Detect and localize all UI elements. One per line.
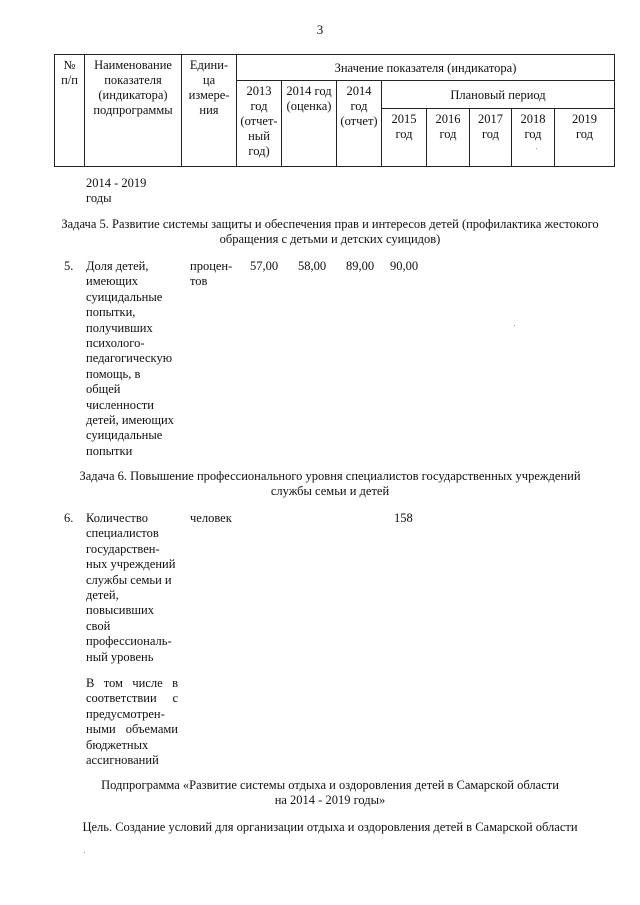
task-6-value-2015: 158 xyxy=(394,511,413,525)
task-6-title: Задача 6. Повышение профессионального уровня специалистов государственных учреждений службы семьи и детей xyxy=(79,469,581,499)
indicator-table-header xyxy=(54,54,615,167)
task-5-value-2014-report: 89,00 xyxy=(346,259,375,273)
header-year-2015: 2015 год xyxy=(382,109,427,167)
task-6-row-number: 6. xyxy=(64,511,74,525)
header-year-2014-report: 2014 год (отчет) xyxy=(337,81,382,167)
scan-speck xyxy=(536,148,537,149)
task-5-title: Задача 5. Развитие системы защиты и обеспечения прав и интересов детей (профилактика жестокого обращения с детьми и детских суицидов) xyxy=(61,217,599,247)
page-number: 3 xyxy=(316,22,324,37)
continuation-years: 2014 - 2019 годы xyxy=(86,176,147,206)
subprogram-title: Подпрограмма «Развитие системы отдыха и оздоровления детей в Самарской области на 2014 - 2019 годы» xyxy=(101,778,559,808)
header-planned-period: Плановый период xyxy=(382,81,615,109)
task-5-row-number: 5. xyxy=(64,259,74,273)
task-5-value-2015: 90,00 xyxy=(390,259,419,273)
task-6-note: В том числе в соответствии с предусмотрен- ными объемами бюджетных ассигнований xyxy=(86,676,178,768)
scan-speck xyxy=(514,325,515,326)
header-year-2018: 2018 год xyxy=(512,109,555,167)
task-5-value-2013: 57,00 xyxy=(250,259,279,273)
scan-speck xyxy=(84,852,85,853)
header-year-2019: 2019 год xyxy=(555,109,615,167)
task-6-row-unit: человек xyxy=(190,511,232,525)
header-year-2016: 2016 год xyxy=(427,109,470,167)
header-col-unit: Едини- ца измере- ния xyxy=(182,55,237,167)
task-5-row-name: Доля детей, имеющих суицидальные попытки, получивших психолого- педагогическую помощь, в общей численности детей, имеющих суицидальные попытки xyxy=(86,259,174,458)
header-year-2014-estimate: 2014 год (оценка) xyxy=(282,81,337,167)
header-col-value: Значение показателя (индикатора) xyxy=(237,55,615,81)
task-6-row-name: Количество специалистов государствен- ных учреждений службы семьи и детей, повысивших свой профессиональ- ный уровень xyxy=(86,511,176,664)
goal-text: Цель. Создание условий для организации отдыха и оздоровления детей в Самарской области xyxy=(82,820,578,834)
header-col-name: Наименование показателя (индикатора) подпрограммы xyxy=(85,55,182,167)
task-5-value-2014-estimate: 58,00 xyxy=(298,259,327,273)
task-5-row-unit: процен- тов xyxy=(190,259,233,289)
header-col-number: № п/п xyxy=(55,55,85,167)
header-year-2013: 2013 год (отчет- ный год) xyxy=(237,81,282,167)
header-year-2017: 2017 год xyxy=(470,109,512,167)
